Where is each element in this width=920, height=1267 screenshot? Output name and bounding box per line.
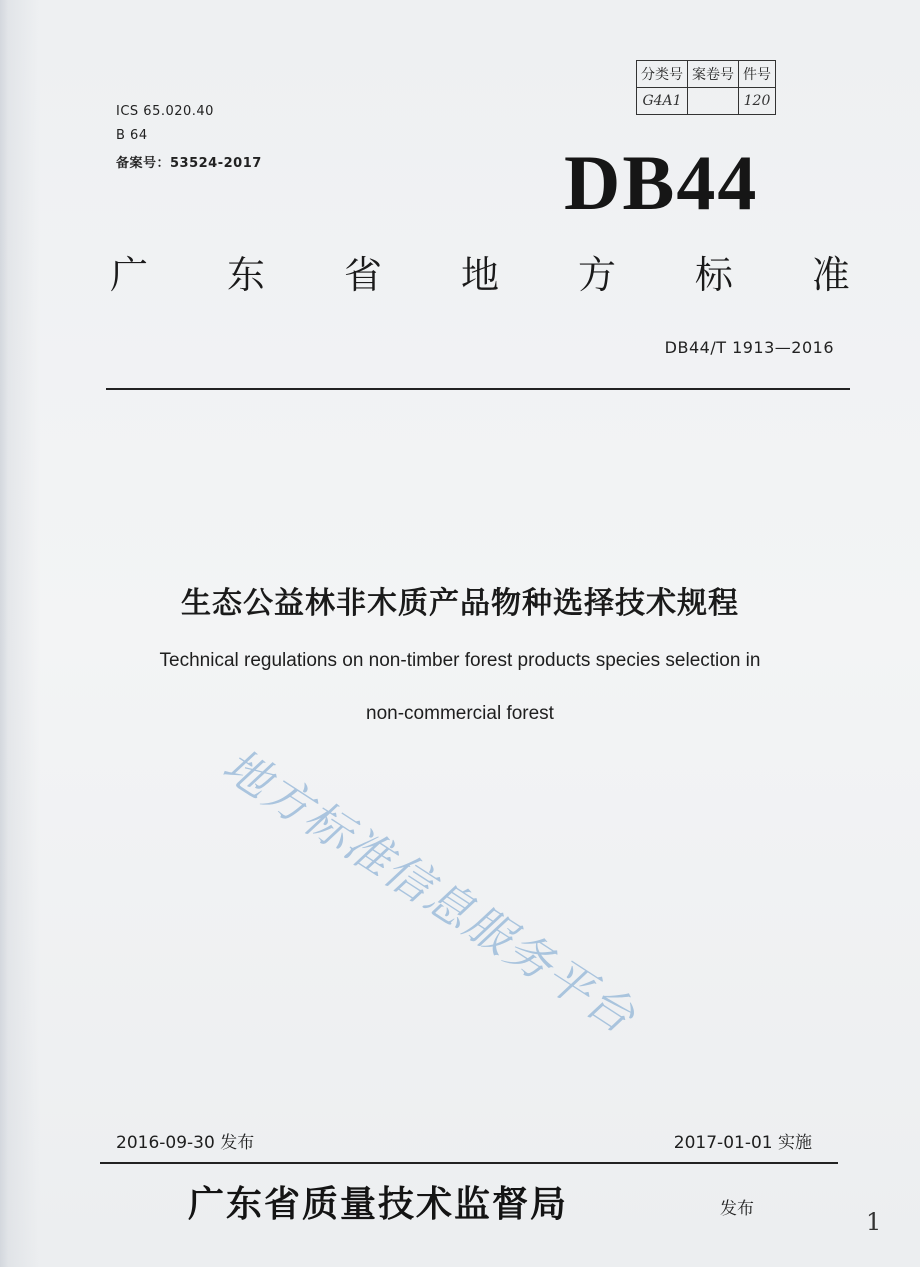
file-table-header: 分类号 [637,61,688,88]
standard-type-char: 标 [694,253,733,297]
standard-type [110,244,850,299]
header-divider [106,388,850,390]
file-table-header: 件号 [739,61,776,88]
file-table-value-row [637,88,776,115]
file-table-header-row [637,61,776,88]
ccs-code: B 64 [116,128,148,143]
record-number: 备案号：53524-2017 [116,156,262,171]
file-classification-table [636,60,776,115]
standard-type-char: 方 [577,253,616,297]
standard-type-char: 省 [343,253,382,297]
footer-divider [100,1162,838,1164]
implementation-date: 2017-01-01 实施 [673,1133,812,1153]
title-english-line2: non-commercial forest [366,703,554,724]
standard-type-char: 东 [226,253,265,297]
file-table-header: 案卷号 [688,61,739,88]
watermark: 地方标准信息服务平台 [213,737,646,1045]
title-chinese: 生态公益林非木质产品物种选择技术规程 [181,586,739,621]
standard-type-char: 广 [110,253,149,297]
issue-date: 2016-09-30 发布 [116,1133,255,1153]
ics-code: ICS 65.020.40 [116,104,214,119]
db-logo: DB44 [564,139,759,226]
file-table-value: G4A1 [637,88,688,115]
standard-type-char: 准 [811,253,850,297]
scan-edge-shadow [0,0,8,1267]
file-table-value [688,88,739,115]
title-english-line1: Technical regulations on non-timber forest products species selection in [159,650,761,671]
file-table-value: 120 [739,88,776,115]
standard-number: DB44/T 1913—2016 [664,338,834,357]
page-number: 1 [866,1208,882,1236]
standard-type-char: 地 [460,253,499,297]
issuer-name: 广东省质量技术监督局 [188,1183,569,1225]
issuer-suffix: 发布 [720,1199,754,1219]
